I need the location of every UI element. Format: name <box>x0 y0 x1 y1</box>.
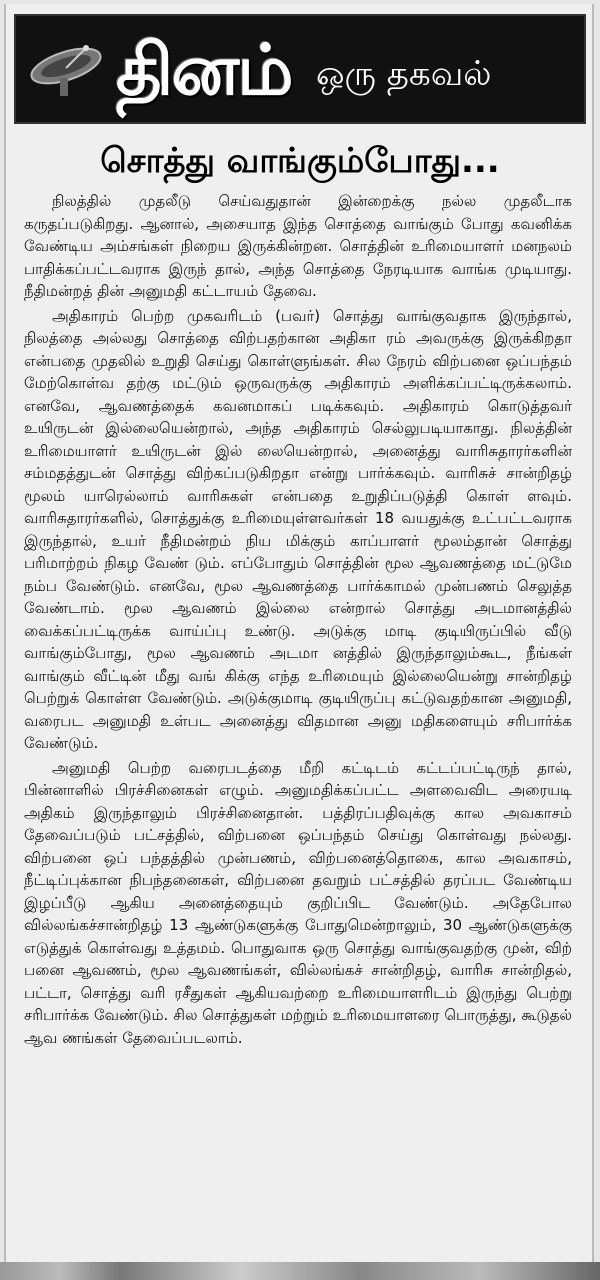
article-body <box>24 190 572 1250</box>
article-paragraph: அதிகாரம் பெற்ற முகவரிடம் (பவர்) சொத்து வாங்குவதாக இருந்தால், நிலத்தை அல்லது சொத்தை விற்பதற்கான அதிகா ரம் அவருக்கு இருக்கிறதா என்பதை முதலில் உறுதி செய்து கொள்ளுங்கள். சில நேரம் விற்பனை ஒப்பந்தம் மேற்கொள்வ தற்கு மட்டும் ஒருவருக்கு அதிகாரம் அளிக்கப்பட்டிருக்கலாம். எனவே, ஆவணத்தைக் கவனமாகப் படிக்கவும். அதிகாரம் கொடுத்தவர் உயிருடன் இல்லையென்றால், அந்த அதிகாரம் செல்லுபடியாகாது. நிலத்தின் உரிமையாளர் உயிருடன் இல் லையென்றால், அனைத்து வாரிசுதாரர்களின் சம்மதத்துடன் சொத்து விற்கப்படுகிறதா என்று பார்க்கவும். வாரிசுச் சான்றிதழ் மூலம் யாரெல்லாம் வாரிசுகள் என்பதை உறுதிப்படுத்தி கொள் ளவும். வாரிசுதாரர்களில், சொத்துக்கு உரிமையுள்ளவர்கள் 18 வயதுக்கு உட்பட்டவராக இருந்தால், உயர் நீதிமன்றம் நிய மிக்கும் காப்பாளர் மூலம்தான் சொத்து பரிமாற்றம் நிகழ வேண் டும். எப்போதும் சொத்தின் மூல ஆவணத்தை மட்டுமே நம்ப வேண்டும். எனவே, மூல ஆவணத்தை பார்க்காமல் முன்பணம் செலுத்த வேண்டாம். மூல ஆவணம் இல்லை என்றால் சொத்து அடமானத்தில் வைக்கப்பட்டிருக்க வாய்ப்பு உண்டு. அடுக்கு மாடி குடியிருப்பில் வீடு வாங்கும்போது, மூல ஆவணம் அடமா னத்தில் இருந்தாலும்கூட, நீங்கள் வாங்கும் வீட்டின் மீது வங் கிக்கு எந்த உரிமையும் இல்லையென்று சான்றிதழ் பெற்றுக் கொள்ள வேண்டும். அடுக்குமாடி குடியிருப்பு கட்டுவதற்கான அனுமதி, வரைபட அனுமதி உள்பட அனைத்து விதமான அனு மதிகளையும் சரிபார்க்க வேண்டும். <box>24 306 572 752</box>
article-headline: சொத்து வாங்கும்போது... <box>100 141 500 181</box>
column-banner <box>14 14 586 124</box>
page-edge <box>0 1262 600 1280</box>
satellite-dish-icon <box>26 38 116 98</box>
article-paragraph: நிலத்தில் முதலீடு செய்வதுதான் இன்றைக்கு நல்ல முதலீடாக கருதப்படுகிறது. ஆனால், அசையாத இந்த சொத்தை வாங்கும் போது கவனிக்க வேண்டிய அம்சங்கள் நிறைய இருக்கின்றன. சொத்தின் உரிமையாளர் மனநலம் பாதிக்கப்பட்டவராக இருந் தால், அந்த சொத்தை நேரடியாக வாங்க முடியாது. நீதிமன்றத் தின் அனுமதி கட்டாயம் தேவை. <box>24 192 572 300</box>
column-subtitle: ஒரு தகவல் <box>316 54 492 94</box>
article-paragraph: அனுமதி பெற்ற வரைபடத்தை மீறி கட்டிடம் கட்டப்பட்டிருந் தால், பின்னாளில் பிரச்சினைகள் எழும். அனுமதிக்கப்பட்ட அளவைவிட அரையடி அதிகம் இருந்தாலும் பிரச்சினைதான். பத்திரப்பதிவுக்கு கால அவகாசம் தேவைப்படும் பட்சத்தில், விற்பனை ஒப்பந்தம் செய்து கொள்வது நல்லது. விற்பனை ஒப் பந்தத்தில் முன்பணம், விற்பனைத்தொகை, கால அவகாசம், நீட்டிப்புக்கான நிபந்தனைகள், விற்பனை தவறும் பட்சத்தில் தரப்பட வேண்டிய இழப்பீடு ஆகிய அனைத்தையும் குறிப்பிட வேண்டும். அதேபோல வில்லங்கச்சான்றிதழ் 13 ஆண்டுகளுக்கு போதுமென்றாலும், 30 ஆண்டுகளுக்கு எடுத்துக் கொள்வது உத்தமம். பொதுவாக ஒரு சொத்து வாங்குவதற்கு முன், விற் பனை ஆவணம், மூல ஆவணங்கள், வில்லங்கச் சான்றிதழ், வாரிசு சான்றிதல், பட்டா, சொத்து வரி ரசீதுகள் ஆகியவற்றை உரிமையாளரிடம் இருந்து பெற்று சரிபார்க்க வேண்டும். சில சொத்துகள் மற்றும் உரிமையாளரை பொருத்து, கூடுதல் ஆவ ணங்கள் தேவைப்படலாம். <box>24 758 572 1047</box>
column-brand: தினம் <box>116 29 292 111</box>
